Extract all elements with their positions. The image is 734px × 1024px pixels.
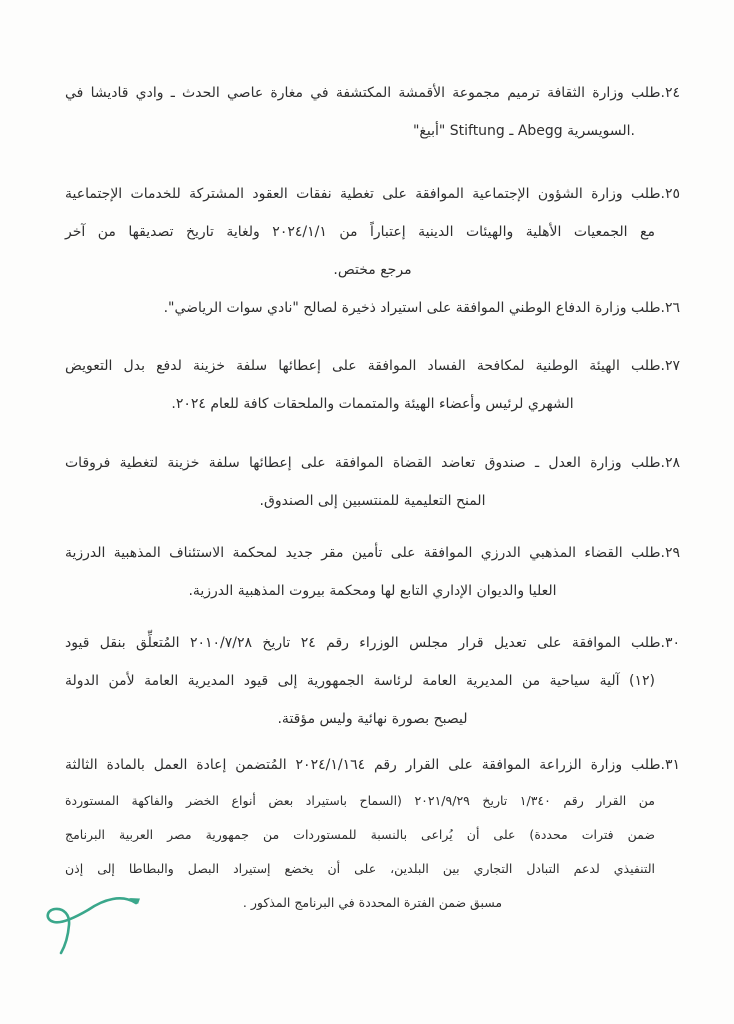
item-24-line-1: ٢٤.طلب وزارة الثقافة ترميم مجموعة الأقمشة المكتشفة في مغارة عاصي الحدث ـ وادي قاديشا في [65, 85, 680, 101]
item-29-line-1: ٢٩.طلب القضاء المذهبي الدرزي الموافقة على تأمين مقر جديد لمحكمة الاستئناف المذهبية الدرزية [65, 545, 680, 561]
document-text-block [65, 0, 680, 1024]
item-26-line-1: ٢٦.طلب وزارة الدفاع الوطني الموافقة على استيراد ذخيرة لصالح "نادي سوات الرياضي". [163, 300, 680, 316]
item-31-line-2: من القرار رقم ١/٣٤٠ تاريخ ٢٠٢١/٩/٢٩ (السماح باستيراد بعض أنواع الخضر والفاكهة المستوردة [65, 793, 655, 808]
list-item-28 [65, 444, 680, 520]
item-30-line-2: (١٢) آلية سياحية من المديرية العامة لرئاسة الجمهورية إلى قيود المديرية العامة لأمن الدولة [65, 673, 655, 689]
item-31-line-1: ٣١.طلب وزارة الزراعة الموافقة على القرار رقم ٢٠٢٤/١/١٦٤ المُتضمن إعادة العمل بالمادة الثالثة [65, 757, 680, 773]
list-item-25 [65, 175, 680, 289]
item-24-line-2: "أبيغ" Stiftung ـ Abegg السويسرية. [412, 123, 635, 139]
list-item-29 [65, 534, 680, 610]
item-30-line-3: ليصبح بصورة نهائية وليس مؤقتة. [277, 711, 468, 727]
item-30-line-1: ٣٠.طلب الموافقة على تعديل قرار مجلس الوزراء رقم ٢٤ تاريخ ٢٠١٠/٧/٢٨ المُتعلِّق بنقل قيود [65, 635, 681, 651]
list-item-24 [65, 74, 680, 150]
item-25-line-1: ٢٥.طلب وزارة الشؤون الإجتماعية الموافقة على تغطية نفقات العقود المشتركة للخدمات الإجتماعية [65, 186, 680, 202]
green-ink-signature-scribble-icon [32, 890, 162, 968]
item-27-line-1: ٢٧.طلب الهيئة الوطنية لمكافحة الفساد الموافقة على إعطائها سلفة خزينة لدفع بدل التعويض [65, 358, 680, 374]
item-25-line-2: مع الجمعيات الأهلية والهيئات الدينية إعتباراً من ٢٠٢٤/١/١ ولغاية تاريخ تصديقها من آخر [65, 224, 655, 240]
item-31-line-4: التنفيذي لدعم التبادل التجاري بين البلدين، على أن يخضع إستيراد البصل والبطاطا إلى إذن [65, 861, 655, 876]
list-item-27 [65, 347, 680, 423]
list-item-30 [65, 624, 680, 738]
item-29-line-2: العليا والديوان الإداري التابع لها ومحكمة بيروت المذهبية الدرزية. [188, 583, 557, 599]
item-31-line-3: ضمن فترات محددة) على أن يُراعى بالنسبة للمستوردات من جمهورية مصر العربية البرنامج [65, 827, 655, 842]
item-28-line-2: المنح التعليمية للمنتسبين إلى الصندوق. [259, 493, 486, 509]
item-28-line-1: ٢٨.طلب وزارة العدل ـ صندوق تعاضد القضاة الموافقة على إعطائها سلفة خزينة لتغطية فروقات [65, 455, 680, 471]
item-27-line-2: الشهري لرئيس وأعضاء الهيئة والمتممات والملحقات كافة للعام ٢٠٢٤. [171, 396, 574, 412]
item-31-line-5: مسبق ضمن الفترة المحددة في البرنامج المذكور . [242, 895, 503, 910]
item-25-line-3: مرجع مختص. [333, 262, 412, 278]
list-item-26 [65, 289, 680, 327]
